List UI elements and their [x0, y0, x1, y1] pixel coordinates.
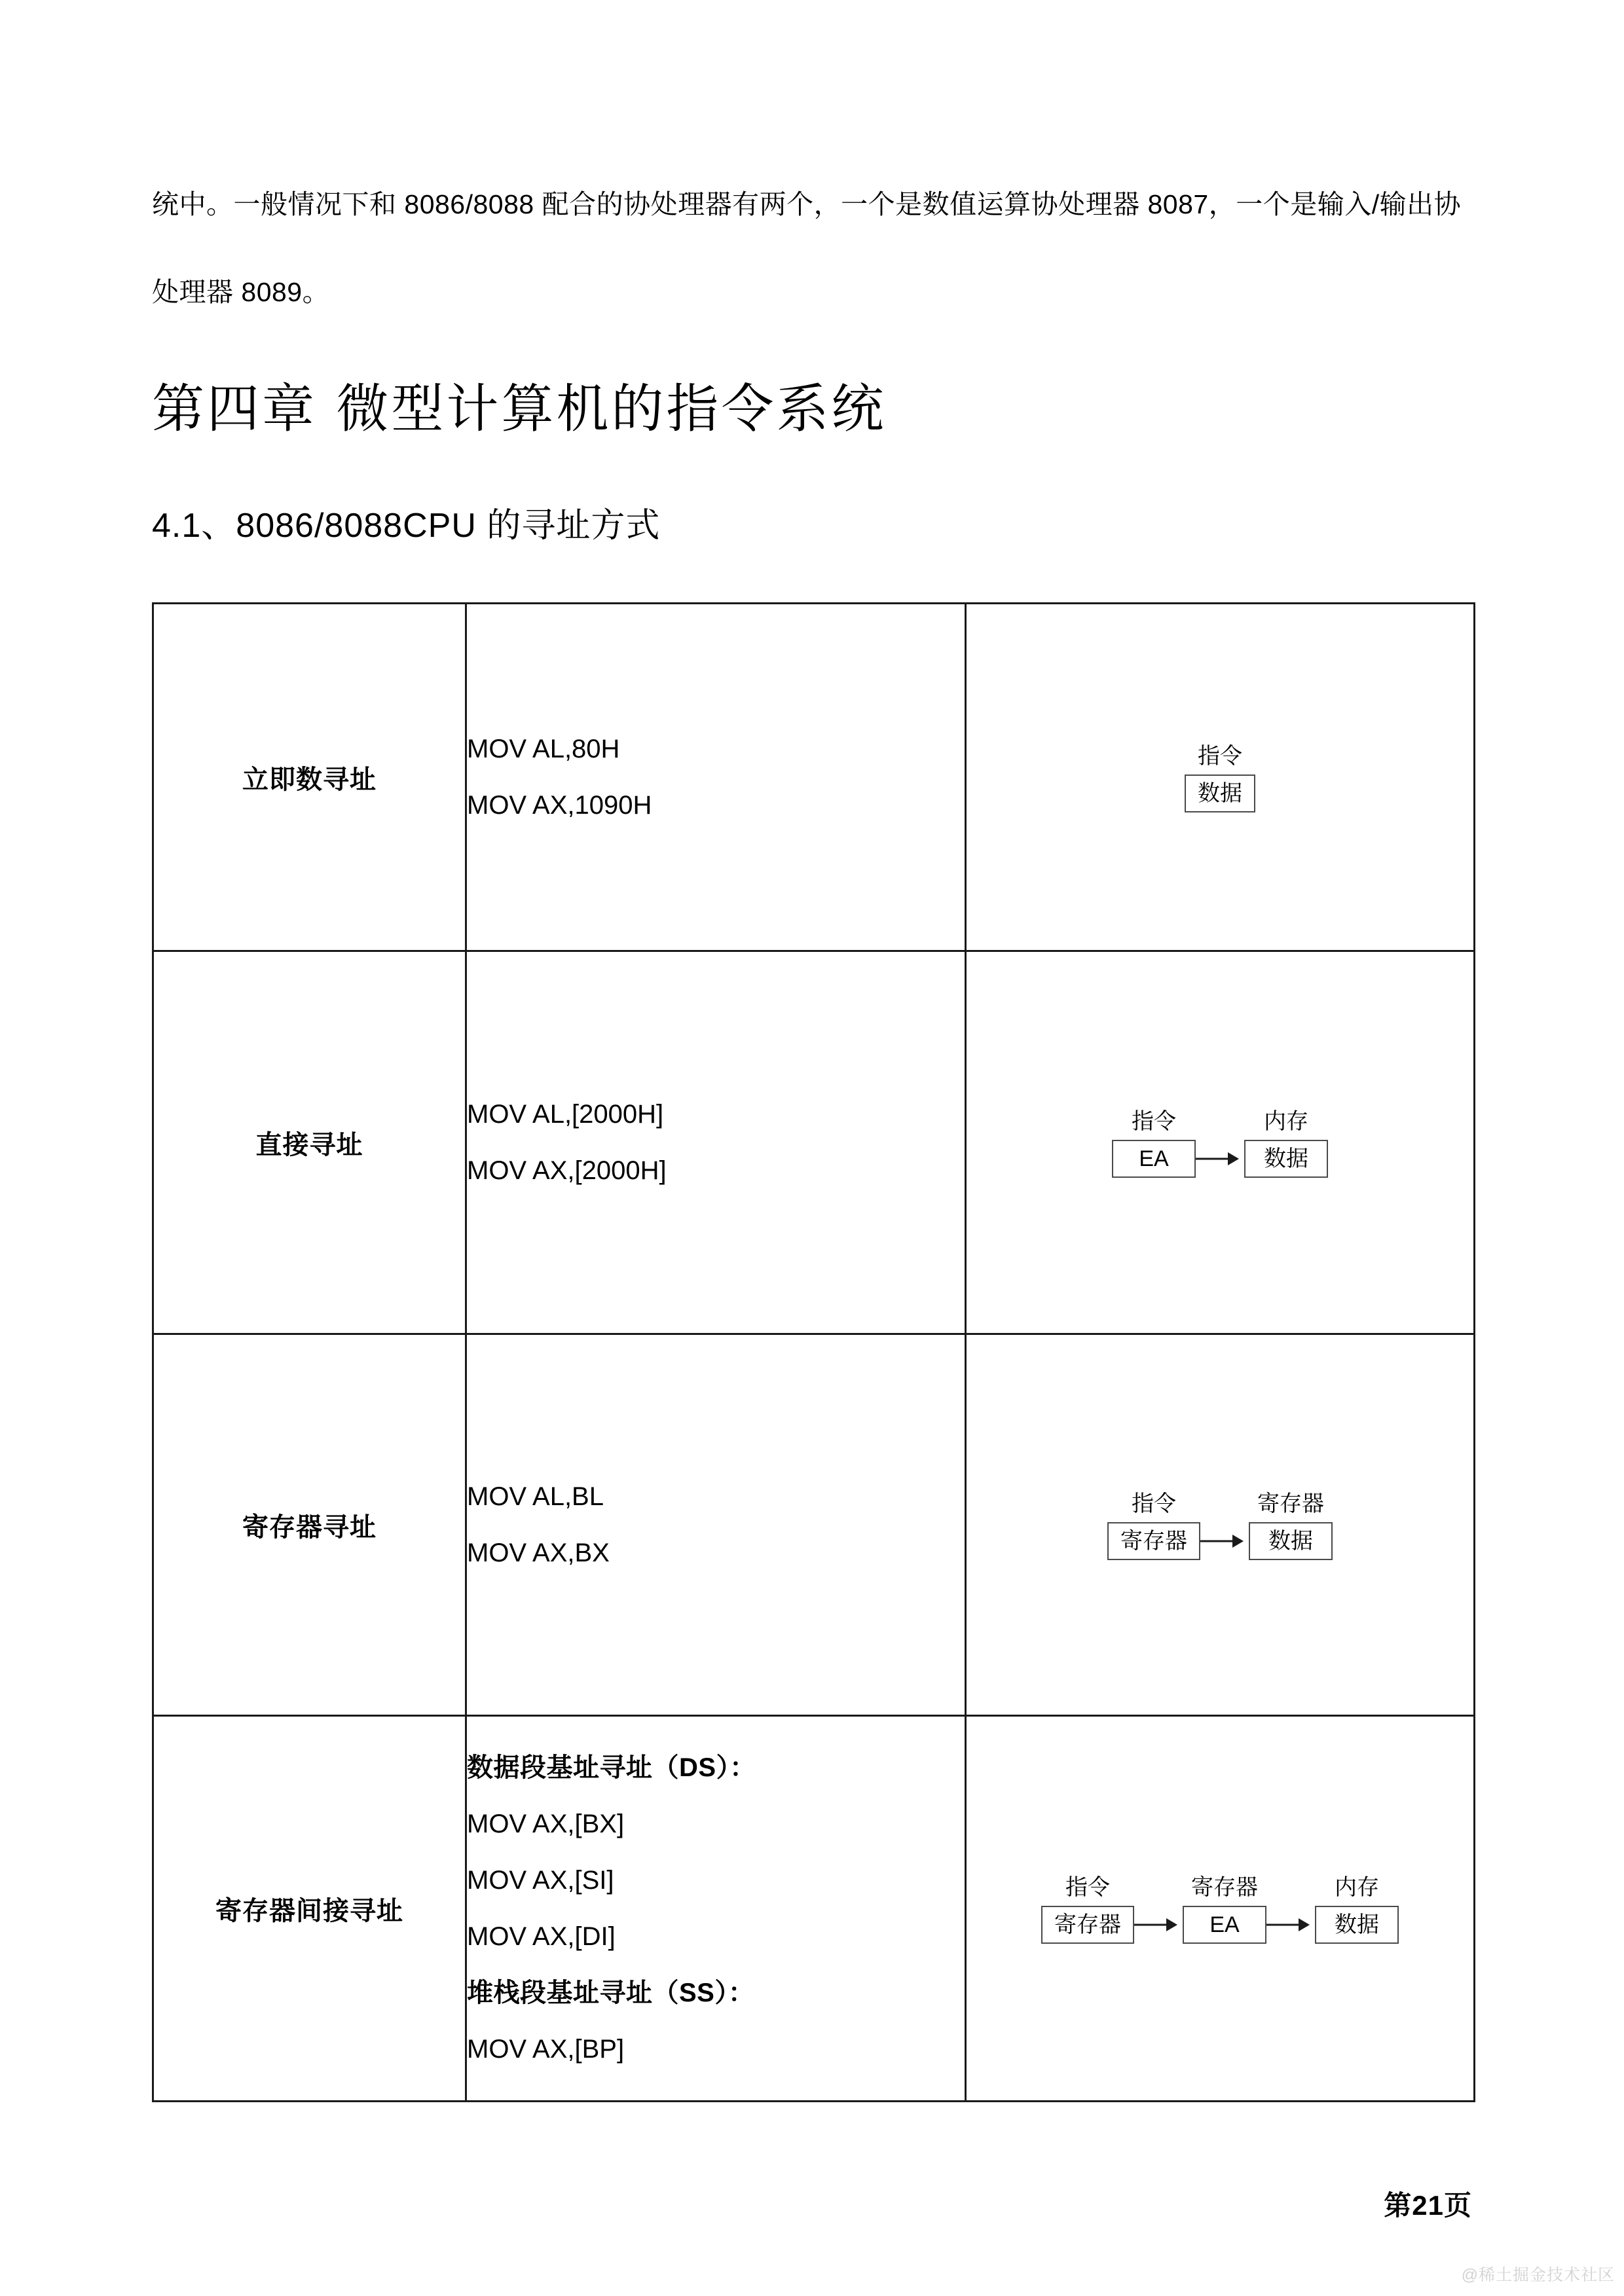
node-box: 寄存器 [1107, 1522, 1200, 1560]
instruction-line: MOV AX,[BX] [467, 1810, 625, 1838]
register-addressing-diagram [967, 1489, 1473, 1560]
diagram-cell [966, 1334, 1475, 1716]
node-box: 数据 [1315, 1906, 1399, 1944]
instruction-line: MOV AX,[SI] [467, 1866, 614, 1895]
node-label: 寄存器 [1257, 1491, 1324, 1516]
node-label: 指令 [1132, 1109, 1176, 1134]
node-label: 指令 [1198, 744, 1242, 769]
diagram-node [1244, 1107, 1328, 1178]
node-box: EA [1112, 1140, 1196, 1178]
diagram-cell [966, 604, 1475, 951]
diagram-node [1112, 1107, 1196, 1178]
addressing-modes-table [152, 602, 1475, 2102]
mode-name-cell: 寄存器寻址 [153, 1334, 466, 1716]
mode-name-cell: 直接寻址 [153, 951, 466, 1334]
diagram-node [1041, 1873, 1134, 1944]
arrow-icon [1200, 1522, 1249, 1560]
mode-name-cell: 寄存器间接寻址 [153, 1716, 466, 2102]
intro-text: 统中。一般情况下和 8086/8088 配合的协处理器有两个，一个是数值运算协处理器 8087，一个是输入/输出协处理器 8089。 [152, 189, 1462, 307]
node-box: 寄存器 [1041, 1906, 1134, 1944]
instruction-line: MOV AL,80H [467, 735, 620, 763]
diagram-node [1107, 1489, 1200, 1560]
instruction-line: MOV AX,BX [467, 1539, 610, 1567]
instruction-line: MOV AL,[2000H] [467, 1100, 664, 1129]
register-indirect-addressing-diagram [967, 1873, 1473, 1944]
instruction-subheading: 堆栈段基址寻址（SS）： [467, 1978, 755, 2007]
instruction-cell [466, 1334, 966, 1716]
table-row [153, 1716, 1475, 2102]
diagram-cell [966, 951, 1475, 1334]
diagram-cell [966, 1716, 1475, 2102]
node-label: 寄存器 [1191, 1875, 1258, 1900]
node-box: EA [1183, 1906, 1266, 1944]
watermark: @稀土掘金技术社区 [1461, 2266, 1615, 2284]
arrow-icon [1266, 1906, 1315, 1944]
instruction-cell [466, 951, 966, 1334]
table-row [153, 1334, 1475, 1716]
node-box: 数据 [1244, 1140, 1328, 1178]
instruction-cell [466, 1716, 966, 2102]
arrow-icon [1134, 1906, 1183, 1944]
node-label: 指令 [1132, 1491, 1176, 1516]
chapter-title: 第四章 微型计算机的指令系统 [152, 378, 887, 439]
instruction-cell [466, 604, 966, 951]
node-label: 内存 [1335, 1875, 1379, 1900]
node-label: 指令 [1065, 1875, 1110, 1900]
node-label: 内存 [1264, 1109, 1308, 1134]
instruction-line: MOV AX,1090H [467, 791, 652, 820]
immediate-addressing-diagram [967, 742, 1473, 812]
intro-paragraph [152, 160, 1475, 336]
arrow-icon [1196, 1140, 1244, 1178]
instruction-line: MOV AX,[BP] [467, 2035, 625, 2064]
table-row [153, 604, 1475, 951]
instruction-line: MOV AX,[DI] [467, 1922, 616, 1951]
diagram-node [1183, 1873, 1266, 1944]
instruction-line: MOV AX,[2000H] [467, 1156, 667, 1185]
direct-addressing-diagram [967, 1107, 1473, 1178]
diagram-node [1315, 1873, 1399, 1944]
instruction-subheading: 数据段基址寻址（DS）： [467, 1753, 756, 1782]
instruction-line: MOV AL,BL [467, 1482, 604, 1511]
diagram-node [1185, 742, 1255, 812]
mode-name-cell: 立即数寻址 [153, 604, 466, 951]
node-box: 数据 [1249, 1522, 1333, 1560]
node-box: 数据 [1185, 774, 1255, 812]
page-number: 第21页 [1384, 2190, 1472, 2221]
diagram-node [1249, 1489, 1333, 1560]
section-title: 4.1、8086/8088CPU 的寻址方式 [152, 507, 661, 545]
table-row [153, 951, 1475, 1334]
